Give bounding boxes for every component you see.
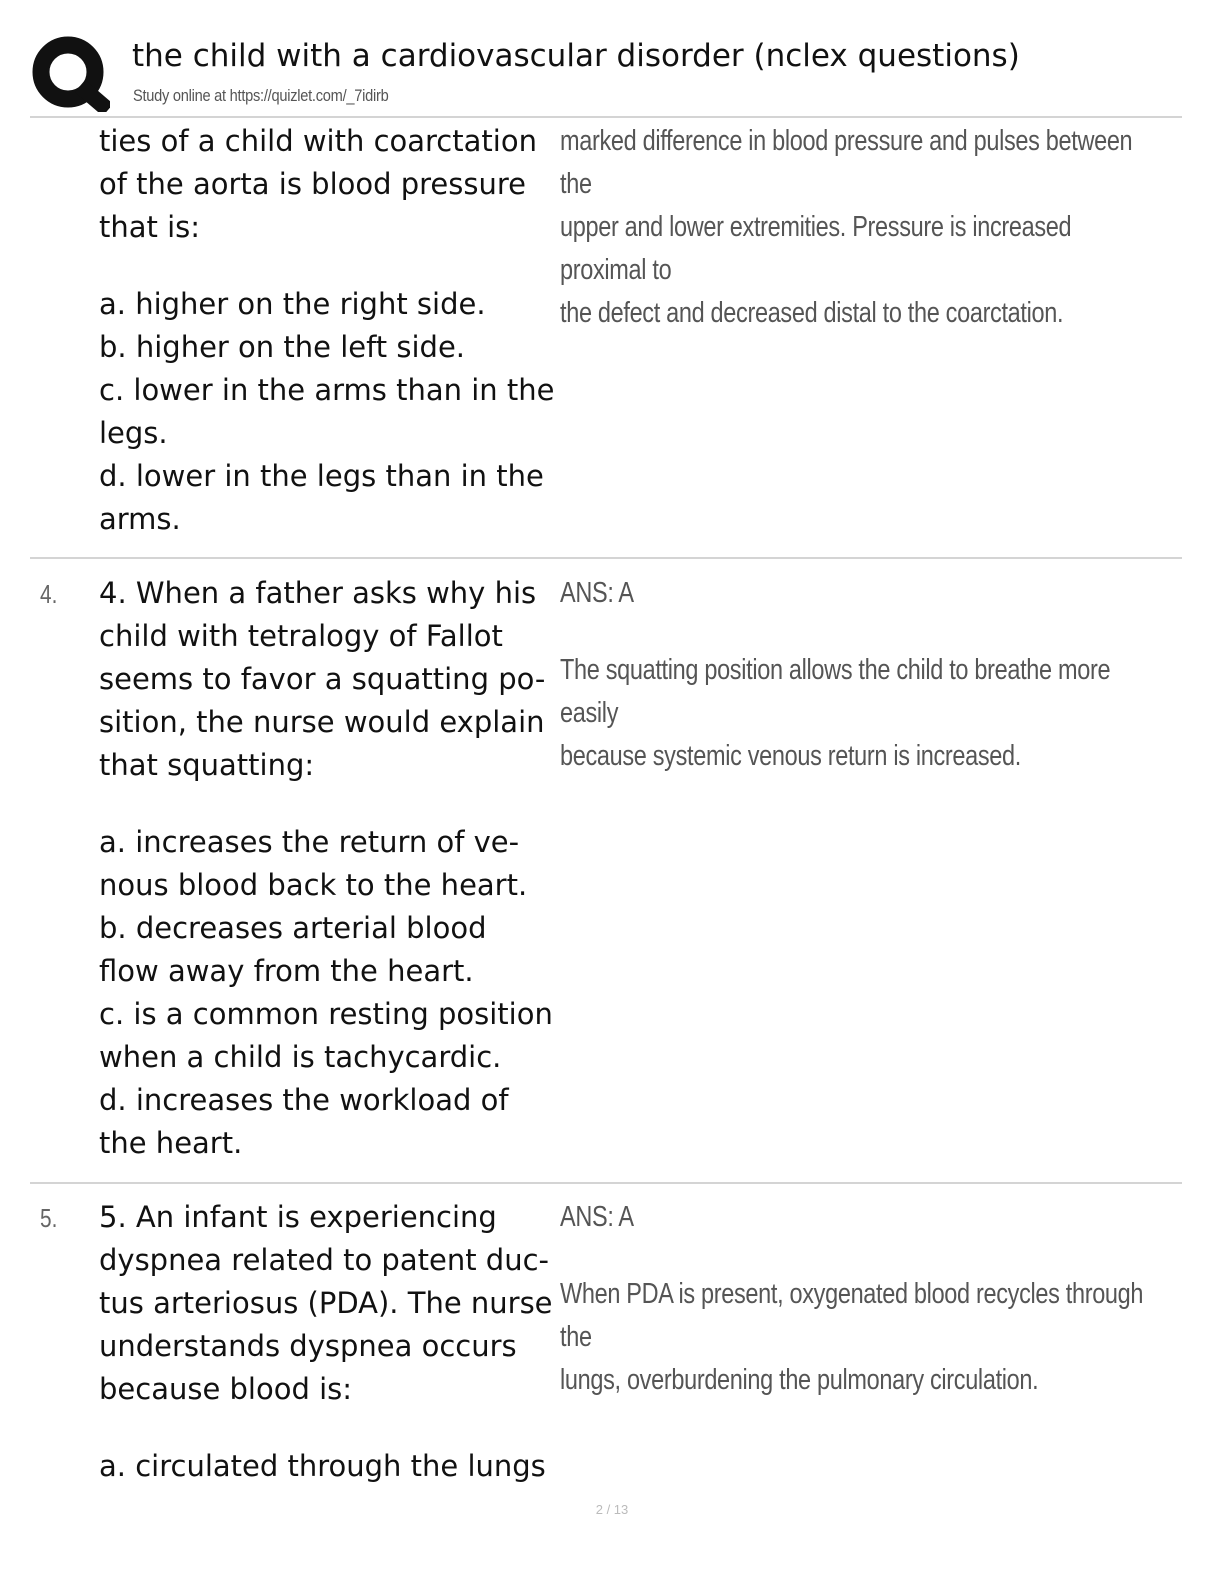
explanation-line: because systemic venous return is increased.: [560, 740, 1022, 772]
answer-text: [560, 572, 1159, 778]
question-line: that squatting:: [99, 748, 315, 782]
option-line: the heart.: [99, 1126, 243, 1160]
page-number: 2 / 13: [595, 1502, 629, 1517]
question-line: ties of a child with coarctation: [99, 124, 537, 158]
explanation-line: the defect and decreased distal to the coarctation.: [560, 297, 1064, 329]
explanation-line: upper and lower extremities. Pressure is increased proximal to: [560, 211, 1072, 286]
explanation-line: marked difference in blood pressure and pulses between the: [560, 125, 1133, 200]
card-number: 4.: [40, 579, 58, 609]
answer-text: [560, 1196, 1159, 1402]
question-text: [99, 120, 569, 541]
question-text: [99, 1196, 569, 1488]
explanation-line: The squatting position allows the child to breathe more easily: [560, 654, 1111, 729]
question-text: [99, 572, 569, 1165]
option-line: when a child is tachycardic.: [99, 1040, 502, 1074]
option-line: a. increases the return of ve-: [99, 825, 520, 859]
option-line: c. is a common resting position: [99, 997, 553, 1031]
quizlet-q-logo-icon: [30, 34, 110, 112]
question-line: dyspnea related to patent duc-: [99, 1243, 549, 1277]
question-line: sition, the nurse would explain: [99, 705, 545, 739]
option-line: c. lower in the arms than in the: [99, 373, 555, 407]
option-line: nous blood back to the heart.: [99, 868, 528, 902]
question-line: of the aorta is blood pressure: [99, 167, 526, 201]
card-number: 5.: [40, 1203, 58, 1233]
answer-key: ANS: A: [560, 1201, 634, 1233]
question-line: understands dyspnea occurs: [99, 1329, 517, 1363]
question-line: child with tetralogy of Fallot: [99, 619, 503, 653]
question-line: seems to favor a squatting po-: [99, 662, 546, 696]
option-line: d. increases the workload of: [99, 1083, 509, 1117]
option-line: legs.: [99, 416, 168, 450]
question-line: that is:: [99, 210, 201, 244]
explanation-line: When PDA is present, oxygenated blood recycles through the: [560, 1278, 1144, 1353]
study-online-link[interactable]: Study online at https://quizlet.com/_7idirb: [133, 86, 389, 105]
explanation-line: lungs, overburdening the pulmonary circulation.: [560, 1364, 1039, 1396]
document-title: the child with a cardiovascular disorder (nclex questions): [132, 38, 1020, 74]
option-line: flow away from the heart.: [99, 954, 474, 988]
question-line: 5. An infant is experiencing: [99, 1200, 497, 1234]
page-header: [0, 0, 1224, 118]
option-line: a. circulated through the lungs: [99, 1449, 546, 1483]
question-line: 4. When a father asks why his: [99, 576, 537, 610]
option-line: d. lower in the legs than in the: [99, 459, 544, 493]
option-line: a. higher on the right side.: [99, 287, 486, 321]
card-divider: [30, 557, 1182, 559]
answer-text: [560, 120, 1159, 335]
question-line: because blood is:: [99, 1372, 353, 1406]
option-line: b. higher on the left side.: [99, 330, 466, 364]
question-line: tus arteriosus (PDA). The nurse: [99, 1286, 553, 1320]
option-line: arms.: [99, 502, 181, 536]
card-divider: [30, 1182, 1182, 1184]
option-line: b. decreases arterial blood: [99, 911, 487, 945]
header-divider: [30, 116, 1182, 118]
answer-key: ANS: A: [560, 577, 634, 609]
